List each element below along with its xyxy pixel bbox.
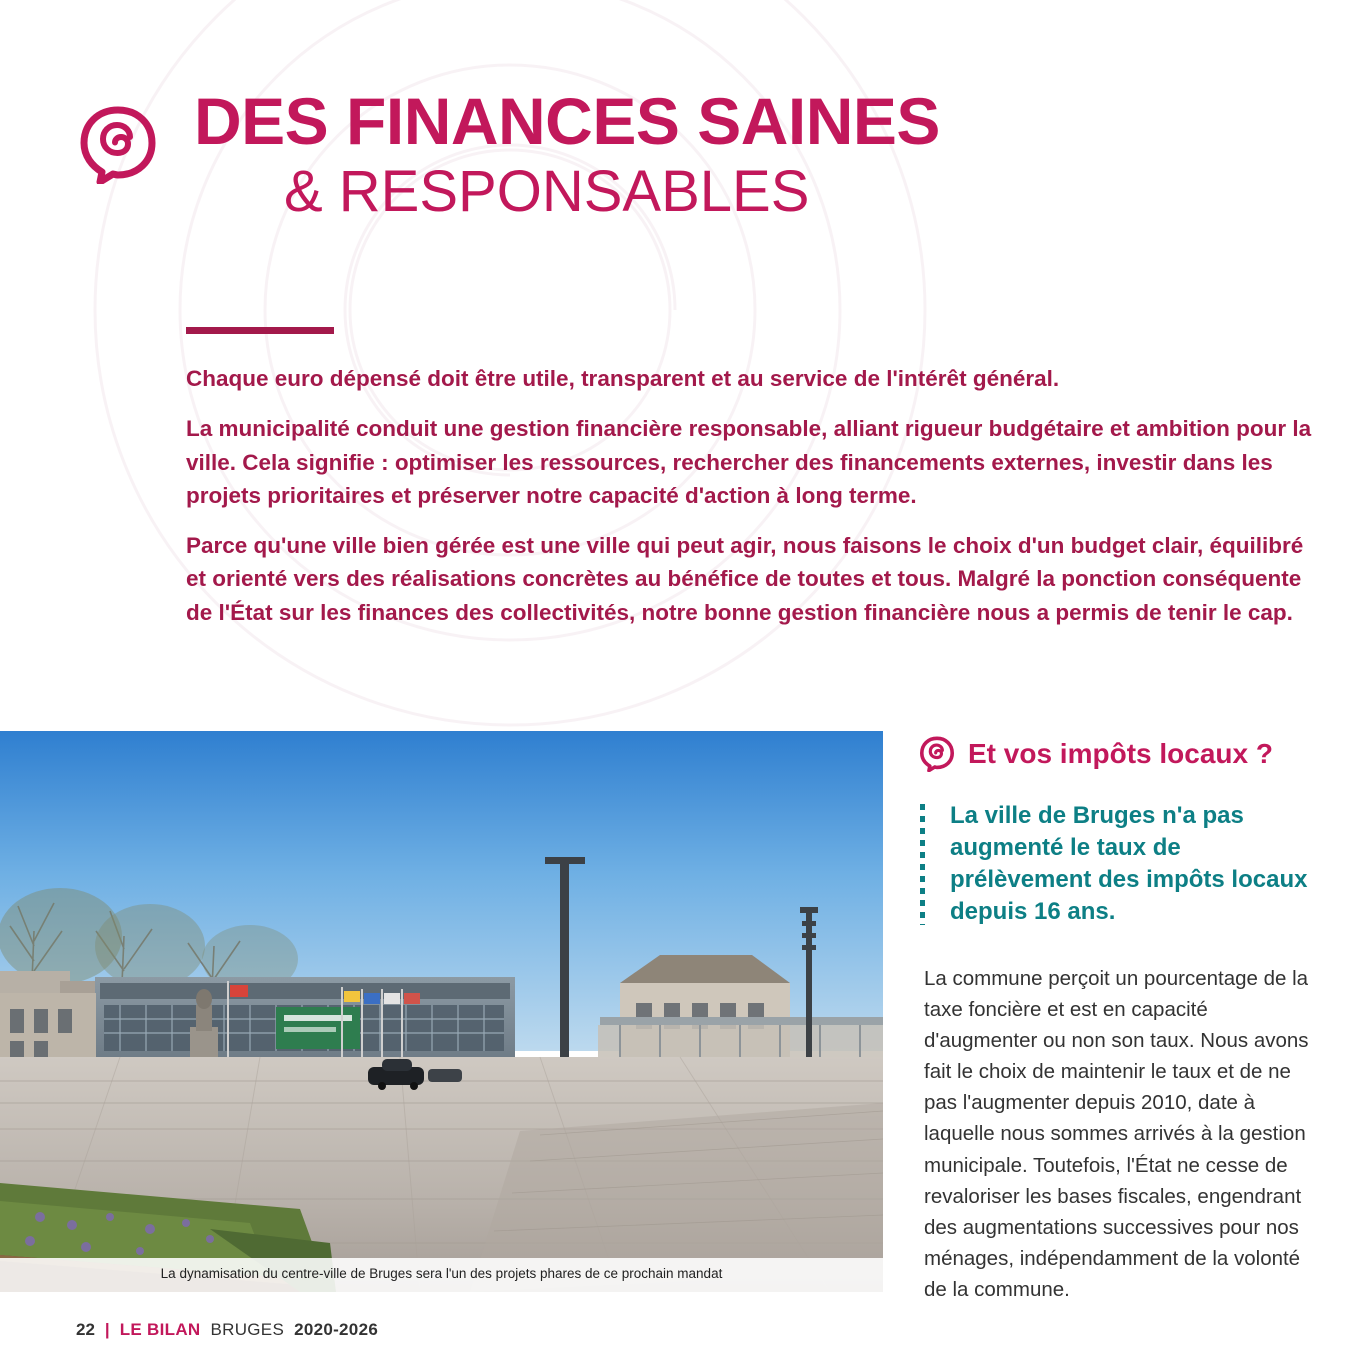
photo-caption: La dynamisation du centre-ville de Bruges sera l'un des projets phares de ce prochain mandat xyxy=(0,1258,883,1292)
bruges-spiral-logo-icon xyxy=(80,106,156,184)
tax-callout-text: La ville de Bruges n'a pas augmenté le taux de prélèvement des impôts locaux depuis 16 ans. xyxy=(950,802,1308,926)
page-header xyxy=(80,84,1320,225)
title-divider xyxy=(186,327,334,334)
page-subtitle: & RESPONSABLES xyxy=(284,159,810,225)
tax-callout xyxy=(920,800,1320,929)
intro-paragraph-2: La municipalité conduit une gestion financière responsable, alliant rigueur budgétaire et ambition pour la ville. Cela signifie : optimiser les ressources, rechercher des financements externes, investir dans les projets prioritaires et préserver notre capacité d'action à long terme. xyxy=(186,416,1312,508)
place-centre-ville-bruges-photo xyxy=(0,731,883,1292)
impots-heading xyxy=(920,736,1320,772)
intro-text-block xyxy=(186,362,1321,629)
dotted-accent-bar xyxy=(920,804,925,925)
tax-body-text xyxy=(920,963,1320,1306)
page-title: DES FINANCES SAINES xyxy=(194,84,940,158)
page-footer xyxy=(0,1320,1366,1340)
tax-body-paragraph: La commune perçoit un pourcentage de la taxe foncière et est en capacité d'augmenter ou non son taux. Nous avons fait le choix de maintenir le taux et de ne pas l'augmenter depuis 2010, date à laquelle nous sommes arrivés à la gestion municipale. Toutefois, l'État ne cesse de revaloriser les bases fiscales, engendrant des augmentations successives pour nos ménages, indépendamment de la volonté de la commune. xyxy=(924,966,1309,1302)
footer-separator: | xyxy=(104,1320,110,1339)
photo-block xyxy=(0,731,883,1292)
intro-paragraph-1: Chaque euro dépensé doit être utile, transparent et au service de l'intérêt général. xyxy=(186,366,1060,391)
bruges-spiral-logo-icon xyxy=(920,736,954,772)
impots-title: Et vos impôts locaux ? xyxy=(968,737,1273,769)
footer-page-number: 22 xyxy=(76,1320,95,1339)
right-column xyxy=(920,736,1320,1305)
intro-paragraph-3: Parce qu'une ville bien gérée est une ville qui peut agir, nous faisons le choix d'un budget clair, équilibré et orienté vers des réalisations concrètes au bénéfice de toutes et tous. Malgré la ponction conséquente de l'État sur les finances des collectivités, notre bonne gestion financière nous a permis de tenir le cap. xyxy=(186,533,1304,625)
footer-label: LE BILAN xyxy=(119,1320,201,1339)
footer-years: 2020-2026 xyxy=(294,1320,379,1339)
footer-city: BRUGES xyxy=(210,1320,285,1339)
